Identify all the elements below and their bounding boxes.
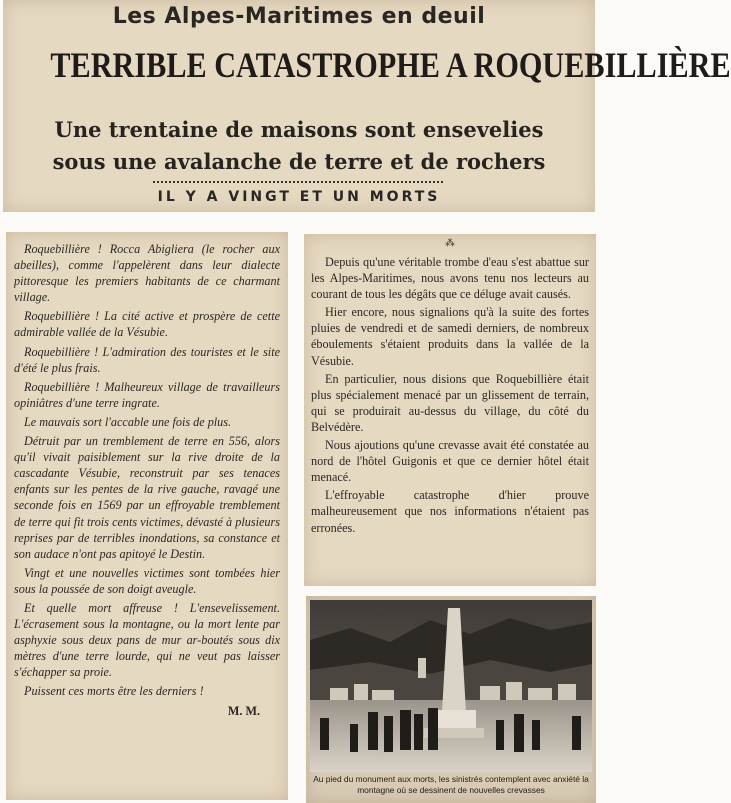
editorial-paragraph: Roquebillière ! Malheureux village de travailleurs opiniâtres d'une terre ingrate. (14, 379, 280, 410)
editorial-paragraph: Vingt et une nouvelles victimes sont tombées hier sous la poussée de son doigt aveugle. (14, 565, 280, 596)
report-text (311, 254, 589, 538)
headline-kicker: Les Alpes-Maritimes en deuil (112, 4, 486, 29)
headline-subtitle-line2: sous une avalanche de terre et de rochers (52, 149, 546, 174)
headline-clipping (3, 0, 731, 212)
headline-tagline: IL Y A VINGT ET UN MORTS (157, 189, 441, 205)
section-separator: ⁂ (445, 238, 455, 249)
editorial-text (14, 241, 280, 719)
report-paragraph: En particulier, nous disions que Roquebillière était plus spécialement menacé par un glissement de terrain, qui se produirait au-dessus du village, du côté du Belvédère. (311, 371, 589, 434)
report-column-clipping (304, 234, 596, 586)
headline-subtitle-line1: Une trentaine de maisons sont ensevelies (54, 117, 544, 142)
editorial-paragraph: Roquebillière ! L'admiration des touristes et le site d'été le plus frais. (14, 344, 280, 375)
report-paragraph: Nous ajoutions qu'une crevasse avait été constatée au nord de l'hôtel Guigonis et que ce dernier hôtel était menacé. (311, 438, 589, 485)
report-paragraph: L'effroyable catastrophe d'hier prouve malheureusement que nos informations n'étaient pas erronées. (311, 488, 589, 535)
photo-caption: Au pied du monument aux morts, les sinistrés contemplent avec anxiété la montagne où se dessinent de nouvelles crevasses (313, 774, 589, 795)
editorial-paragraph: Roquebillière ! Rocca Abigliera (le rocher aux abeilles), comme l'appelèrent dans leur dialecte pittoresque les premiers habitants de ce charmant village. (14, 242, 280, 305)
editorial-paragraph: Roquebillière ! La cité active et prospère de cette admirable vallée de la Vésubie. (14, 309, 280, 340)
decorative-rule (153, 181, 443, 183)
report-paragraph: Depuis qu'une véritable trombe d'eau s'est abattue sur les Alpes-Maritimes, nous avons tenu nos lecteurs au courant de tous les dégâts que ce déluge avait causés. (311, 255, 589, 302)
editorial-paragraph: Le mauvais sort l'accable une fois de plus. (24, 414, 232, 429)
report-paragraph: Hier encore, nous signalions qu'à la suite des fortes pluies de vendredi et de samedi derniers, de nombreux éboulements s'étaient produits dans la vallée de la Vésubie. (311, 305, 589, 368)
editorial-paragraph: Et quelle mort affreuse ! L'ensevelissement. L'écrasement sous la montagne, ou la mort lente par asphyxie sous deux pans de mur ar-boutés sous dix mètres d'une terre lourde, qui ne veut pas laisser s'échapper sa proie. (14, 600, 280, 680)
author-signature: M. M. (227, 703, 260, 718)
editorial-column-clipping (6, 232, 288, 800)
headline-title: TERRIBLE CATASTROPHE A ROQUEBILLIÈRE (50, 45, 731, 85)
news-photo (310, 600, 592, 772)
photo-clipping (306, 596, 596, 803)
editorial-paragraph: Détruit par un tremblement de terre en 556, alors qu'il vivait paisiblement sur la rive droite de la cascadante Vésubie, reconstruit par ses tenaces enfants sur les pentes de la rive gauche, ravagé une seconde fois en 1569 par un effroyable tremblement de terre qui fit trois cents victimes, dévasté à plusieurs reprises par de terribles inondations, sa constance et son audace n'ont pas apitoyé le Destin. (14, 434, 280, 561)
editorial-paragraph: Puissent ces morts être les derniers ! (24, 684, 204, 699)
